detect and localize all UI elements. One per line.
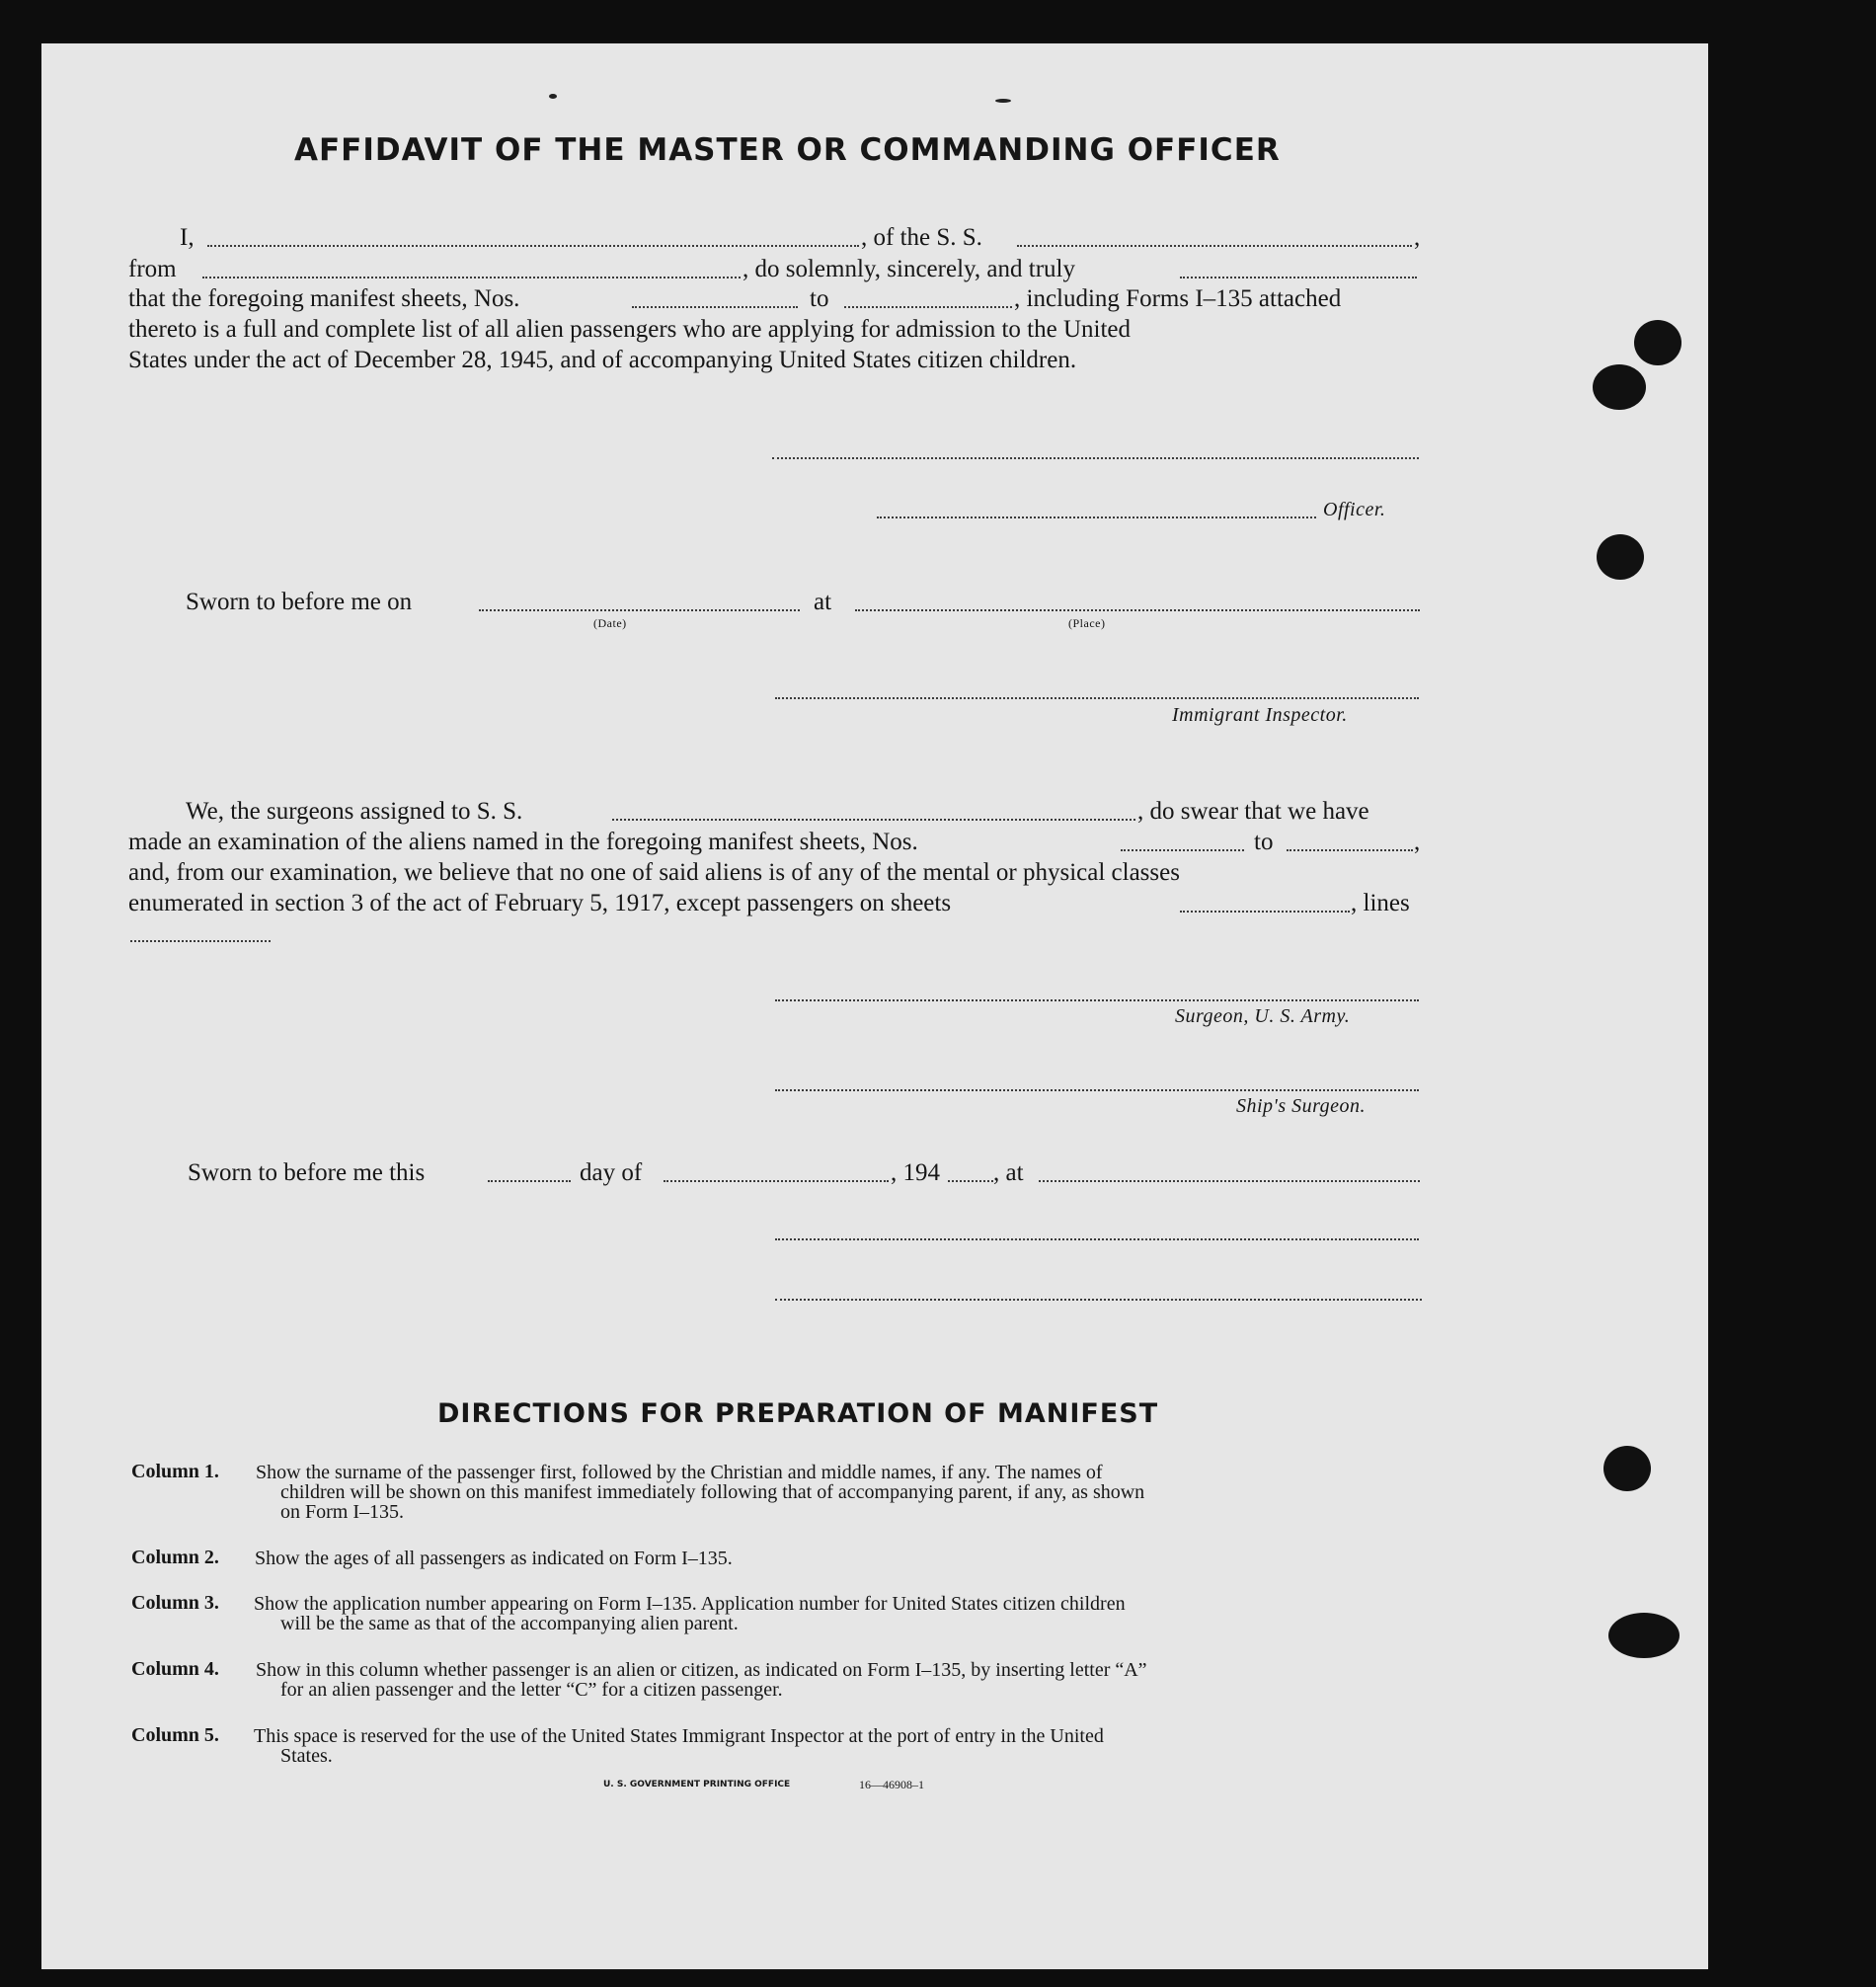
master-line-3-sheets: that the foregoing manifest sheets, Nos. [128, 285, 520, 312]
name-blank [207, 245, 859, 247]
ship-surgeon-label: Ship's Surgeon. [1236, 1095, 1367, 1117]
date-caption: (Date) [593, 616, 627, 630]
sworn-year-blank [948, 1180, 993, 1182]
column-3-text-1: Show the application number appearing on Form I–135. Application number for United States citizen children [254, 1593, 1126, 1615]
punch-hole-1 [1634, 320, 1681, 365]
punch-hole-5 [1608, 1613, 1680, 1658]
master-line-2-swear: , do solemnly, sincerely, and truly [743, 256, 1075, 282]
inspector-signature-line [775, 697, 1419, 699]
signature-line-b [775, 1299, 1422, 1301]
punch-hole-2 [1593, 364, 1646, 410]
place-caption: (Place) [1068, 616, 1106, 630]
surgeons-line-2-to: to [1254, 829, 1274, 855]
column-5-text-2: States. [280, 1745, 333, 1767]
sworn-2-place-blank [1039, 1180, 1420, 1182]
sworn-date-blank [479, 609, 800, 611]
officer-signature-line-1 [772, 457, 1419, 459]
printer-imprint: U. S. GOVERNMENT PRINTING OFFICE [603, 1780, 791, 1789]
sheet-to-blank [844, 306, 1012, 308]
column-4-text-1: Show in this column whether passenger is an alien or citizen, as indicated on Form I–135, by inserting letter “A” [256, 1659, 1147, 1681]
ship-surgeon-signature-line [775, 1089, 1419, 1091]
ship-name-blank [1017, 245, 1412, 247]
sworn-at-label: at [814, 589, 832, 615]
directions-title: DIRECTIONS FOR PREPARATION OF MANIFEST [437, 1398, 1159, 1429]
master-line-2-from: from [128, 256, 177, 282]
officer-label: Officer. [1323, 499, 1386, 520]
surgeons-line-4: enumerated in section 3 of the act of February 5, 1917, except passengers on sheets [128, 890, 952, 916]
officer-signature-line-2 [877, 517, 1316, 518]
column-5-label: Column 5. [131, 1724, 219, 1746]
surgeons-line-1: We, the surgeons assigned to S. S. [186, 798, 523, 825]
surgeons-line-4-end: , lines [1351, 890, 1410, 916]
sworn-this-label: Sworn to before me this [188, 1159, 426, 1186]
exception-lines-blank [130, 940, 271, 942]
oath-blank [1180, 277, 1417, 278]
master-line-1-ship: , of the S. S. [861, 224, 982, 251]
ink-mark-2 [995, 99, 1011, 103]
column-3-label: Column 3. [131, 1592, 219, 1614]
column-2-text-1: Show the ages of all passengers as indicated on Form I–135. [255, 1548, 733, 1569]
master-line-3-to: to [810, 285, 829, 312]
ink-mark-1 [549, 94, 557, 99]
year-prefix: , 194 [891, 1159, 940, 1186]
form-code: 16—46908–1 [859, 1778, 924, 1791]
army-surgeon-signature-line [775, 999, 1419, 1001]
surgeons-ship-blank [612, 819, 1135, 821]
army-surgeon-label: Surgeon, U. S. Army. [1175, 1005, 1351, 1027]
column-4-label: Column 4. [131, 1658, 219, 1680]
port-from-blank [202, 277, 741, 278]
form-title: AFFIDAVIT OF THE MASTER OR COMMANDING OFFICER [294, 132, 1281, 168]
master-line-4: thereto is a full and complete list of all alien passengers who are applying for admission to the United [128, 316, 1132, 343]
column-4-text-2: for an alien passenger and the letter “C” for a citizen passenger. [280, 1679, 783, 1701]
surgeons-line-2-end: , [1414, 829, 1421, 855]
column-5-text-1: This space is reserved for the use of the United States Immigrant Inspector at the port of entry in the United [254, 1725, 1104, 1747]
surgeons-line-2: made an examination of the aliens named in the foregoing manifest sheets, Nos. [128, 829, 918, 855]
master-line-5: States under the act of December 28, 1945, and of accompanying United States citizen children. [128, 347, 1077, 373]
column-1-text-3: on Form I–135. [280, 1501, 404, 1523]
exception-sheets-blank [1180, 911, 1350, 913]
surgeons-sheet-from-blank [1121, 849, 1244, 851]
sworn-place-blank [855, 609, 1420, 611]
master-line-1-start: I, [180, 224, 195, 251]
master-line-3-forms: , including Forms I–135 attached [1014, 285, 1342, 312]
sheet-from-blank [632, 306, 798, 308]
column-1-text-2: children will be shown on this manifest immediately following that of accompanying parent, if any, as shown [280, 1481, 1145, 1503]
master-line-1-end: , [1414, 224, 1421, 251]
surgeons-line-3: and, from our examination, we believe that no one of said aliens is of any of the mental or physical classes [128, 859, 1180, 886]
sworn-on-label: Sworn to before me on [186, 589, 413, 615]
column-1-label: Column 1. [131, 1461, 219, 1482]
inspector-label: Immigrant Inspector. [1172, 704, 1348, 726]
surgeons-sheet-to-blank [1287, 849, 1413, 851]
signature-line-a [775, 1238, 1419, 1240]
column-1-text-1: Show the surname of the passenger first, followed by the Christian and middle names, if any. The names of [256, 1462, 1103, 1483]
sworn-month-blank [664, 1180, 889, 1182]
punch-hole-3 [1597, 534, 1644, 580]
surgeons-line-1-end: , do swear that we have [1137, 798, 1369, 825]
column-3-text-2: will be the same as that of the accompanying alien parent. [280, 1613, 739, 1634]
sworn-day-blank [488, 1180, 571, 1182]
day-of-label: day of [580, 1159, 643, 1186]
sworn-2-at-label: , at [993, 1159, 1024, 1186]
column-2-label: Column 2. [131, 1547, 219, 1568]
punch-hole-4 [1603, 1446, 1651, 1491]
